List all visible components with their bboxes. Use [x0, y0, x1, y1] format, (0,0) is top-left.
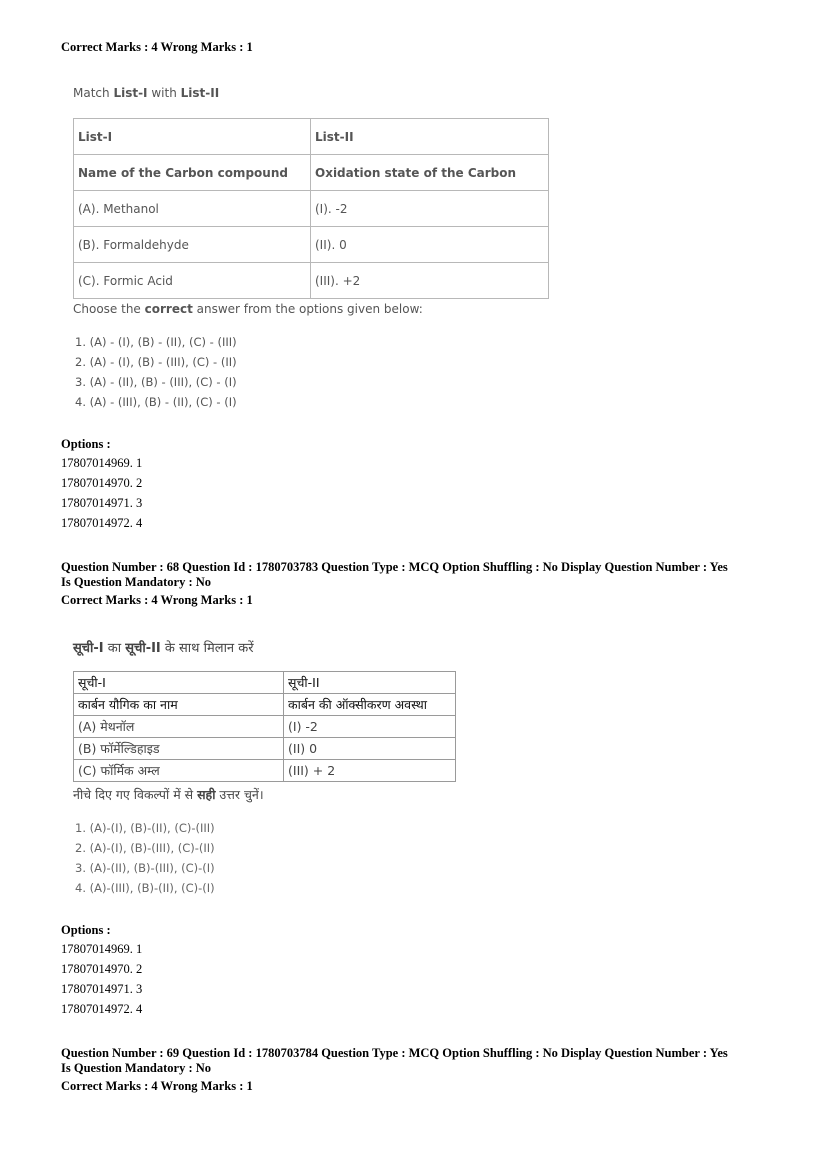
table-cell: List-I — [74, 119, 311, 155]
q67-option-3: 17807014971. 3 — [61, 496, 143, 510]
q67-marks: Correct Marks : 4 Wrong Marks : 1 — [61, 40, 253, 54]
list-item: 3. (A) - (II), (B) - (III), (C) - (I) — [75, 375, 237, 389]
q68-option-1: 17807014969. 1 — [61, 942, 143, 956]
table-cell: (C) फॉर्मिक अम्ल — [74, 760, 284, 782]
table-cell: (A). Methanol — [74, 191, 311, 227]
table-cell: सूची-I — [74, 672, 284, 694]
q67-option-1: 17807014969. 1 — [61, 456, 143, 470]
q68-choose-instruction: नीचे दिए गए विकल्पों में से सही उत्तर चुनें। — [73, 787, 264, 802]
q68-option-3: 17807014971. 3 — [61, 982, 143, 996]
table-cell: (III). +2 — [311, 263, 549, 299]
table-cell: कार्बन की ऑक्सीकरण अवस्था — [284, 694, 456, 716]
q68-match-table — [73, 671, 456, 782]
list-item: 4. (A)-(III), (B)-(II), (C)-(I) — [75, 881, 215, 895]
table-cell: (A) मेथनॉल — [74, 716, 284, 738]
list-item: 4. (A) - (III), (B) - (II), (C) - (I) — [75, 395, 237, 409]
list-item: 3. (A)-(II), (B)-(III), (C)-(I) — [75, 861, 215, 875]
list-item: 1. (A) - (I), (B) - (II), (C) - (III) — [75, 335, 237, 349]
q68-option-4: 17807014972. 4 — [61, 1002, 143, 1016]
table-cell: (I). -2 — [311, 191, 549, 227]
table-cell: (C). Formic Acid — [74, 263, 311, 299]
table-cell: सूची-II — [284, 672, 456, 694]
q68-header-line-1: Question Number : 68 Question Id : 1780703783 Question Type : MCQ Option Shuffling : No Display Question Number : Yes — [61, 560, 728, 574]
q68-answer-choices — [75, 818, 215, 898]
q67-options-label: Options : — [61, 437, 111, 451]
list-item: 1. (A)-(I), (B)-(II), (C)-(III) — [75, 821, 215, 835]
q69-marks: Correct Marks : 4 Wrong Marks : 1 — [61, 1079, 253, 1093]
q69-header-line-2: Is Question Mandatory : No — [61, 1061, 212, 1075]
q69-header-line-1: Question Number : 69 Question Id : 1780703784 Question Type : MCQ Option Shuffling : No Display Question Number : Yes — [61, 1046, 728, 1060]
table-cell: (II). 0 — [311, 227, 549, 263]
q67-choose-instruction: Choose the correct answer from the options given below: — [73, 302, 423, 316]
q68-options-label: Options : — [61, 923, 111, 937]
q68-option-2: 17807014970. 2 — [61, 962, 143, 976]
q68-marks: Correct Marks : 4 Wrong Marks : 1 — [61, 593, 253, 607]
q67-option-2: 17807014970. 2 — [61, 476, 143, 490]
table-cell: (B) फॉर्मेल्डिहाइड — [74, 738, 284, 760]
q67-match-table — [73, 118, 549, 299]
q68-image-title: सूची-I का सूची-II के साथ मिलान करें — [73, 641, 254, 656]
table-cell: (B). Formaldehyde — [74, 227, 311, 263]
table-cell: List-II — [311, 119, 549, 155]
list-item: 2. (A)-(I), (B)-(III), (C)-(II) — [75, 841, 215, 855]
table-cell: (II) 0 — [284, 738, 456, 760]
table-cell: कार्बन यौगिक का नाम — [74, 694, 284, 716]
table-cell: (III) + 2 — [284, 760, 456, 782]
q67-image-title: Match List-I with List-II — [73, 86, 220, 100]
q67-answer-choices — [75, 332, 237, 412]
q68-header-line-2: Is Question Mandatory : No — [61, 575, 212, 589]
q67-option-4: 17807014972. 4 — [61, 516, 143, 530]
list-item: 2. (A) - (I), (B) - (III), (C) - (II) — [75, 355, 237, 369]
table-cell: (I) -2 — [284, 716, 456, 738]
table-cell: Oxidation state of the Carbon — [311, 155, 549, 191]
table-cell: Name of the Carbon compound — [74, 155, 311, 191]
